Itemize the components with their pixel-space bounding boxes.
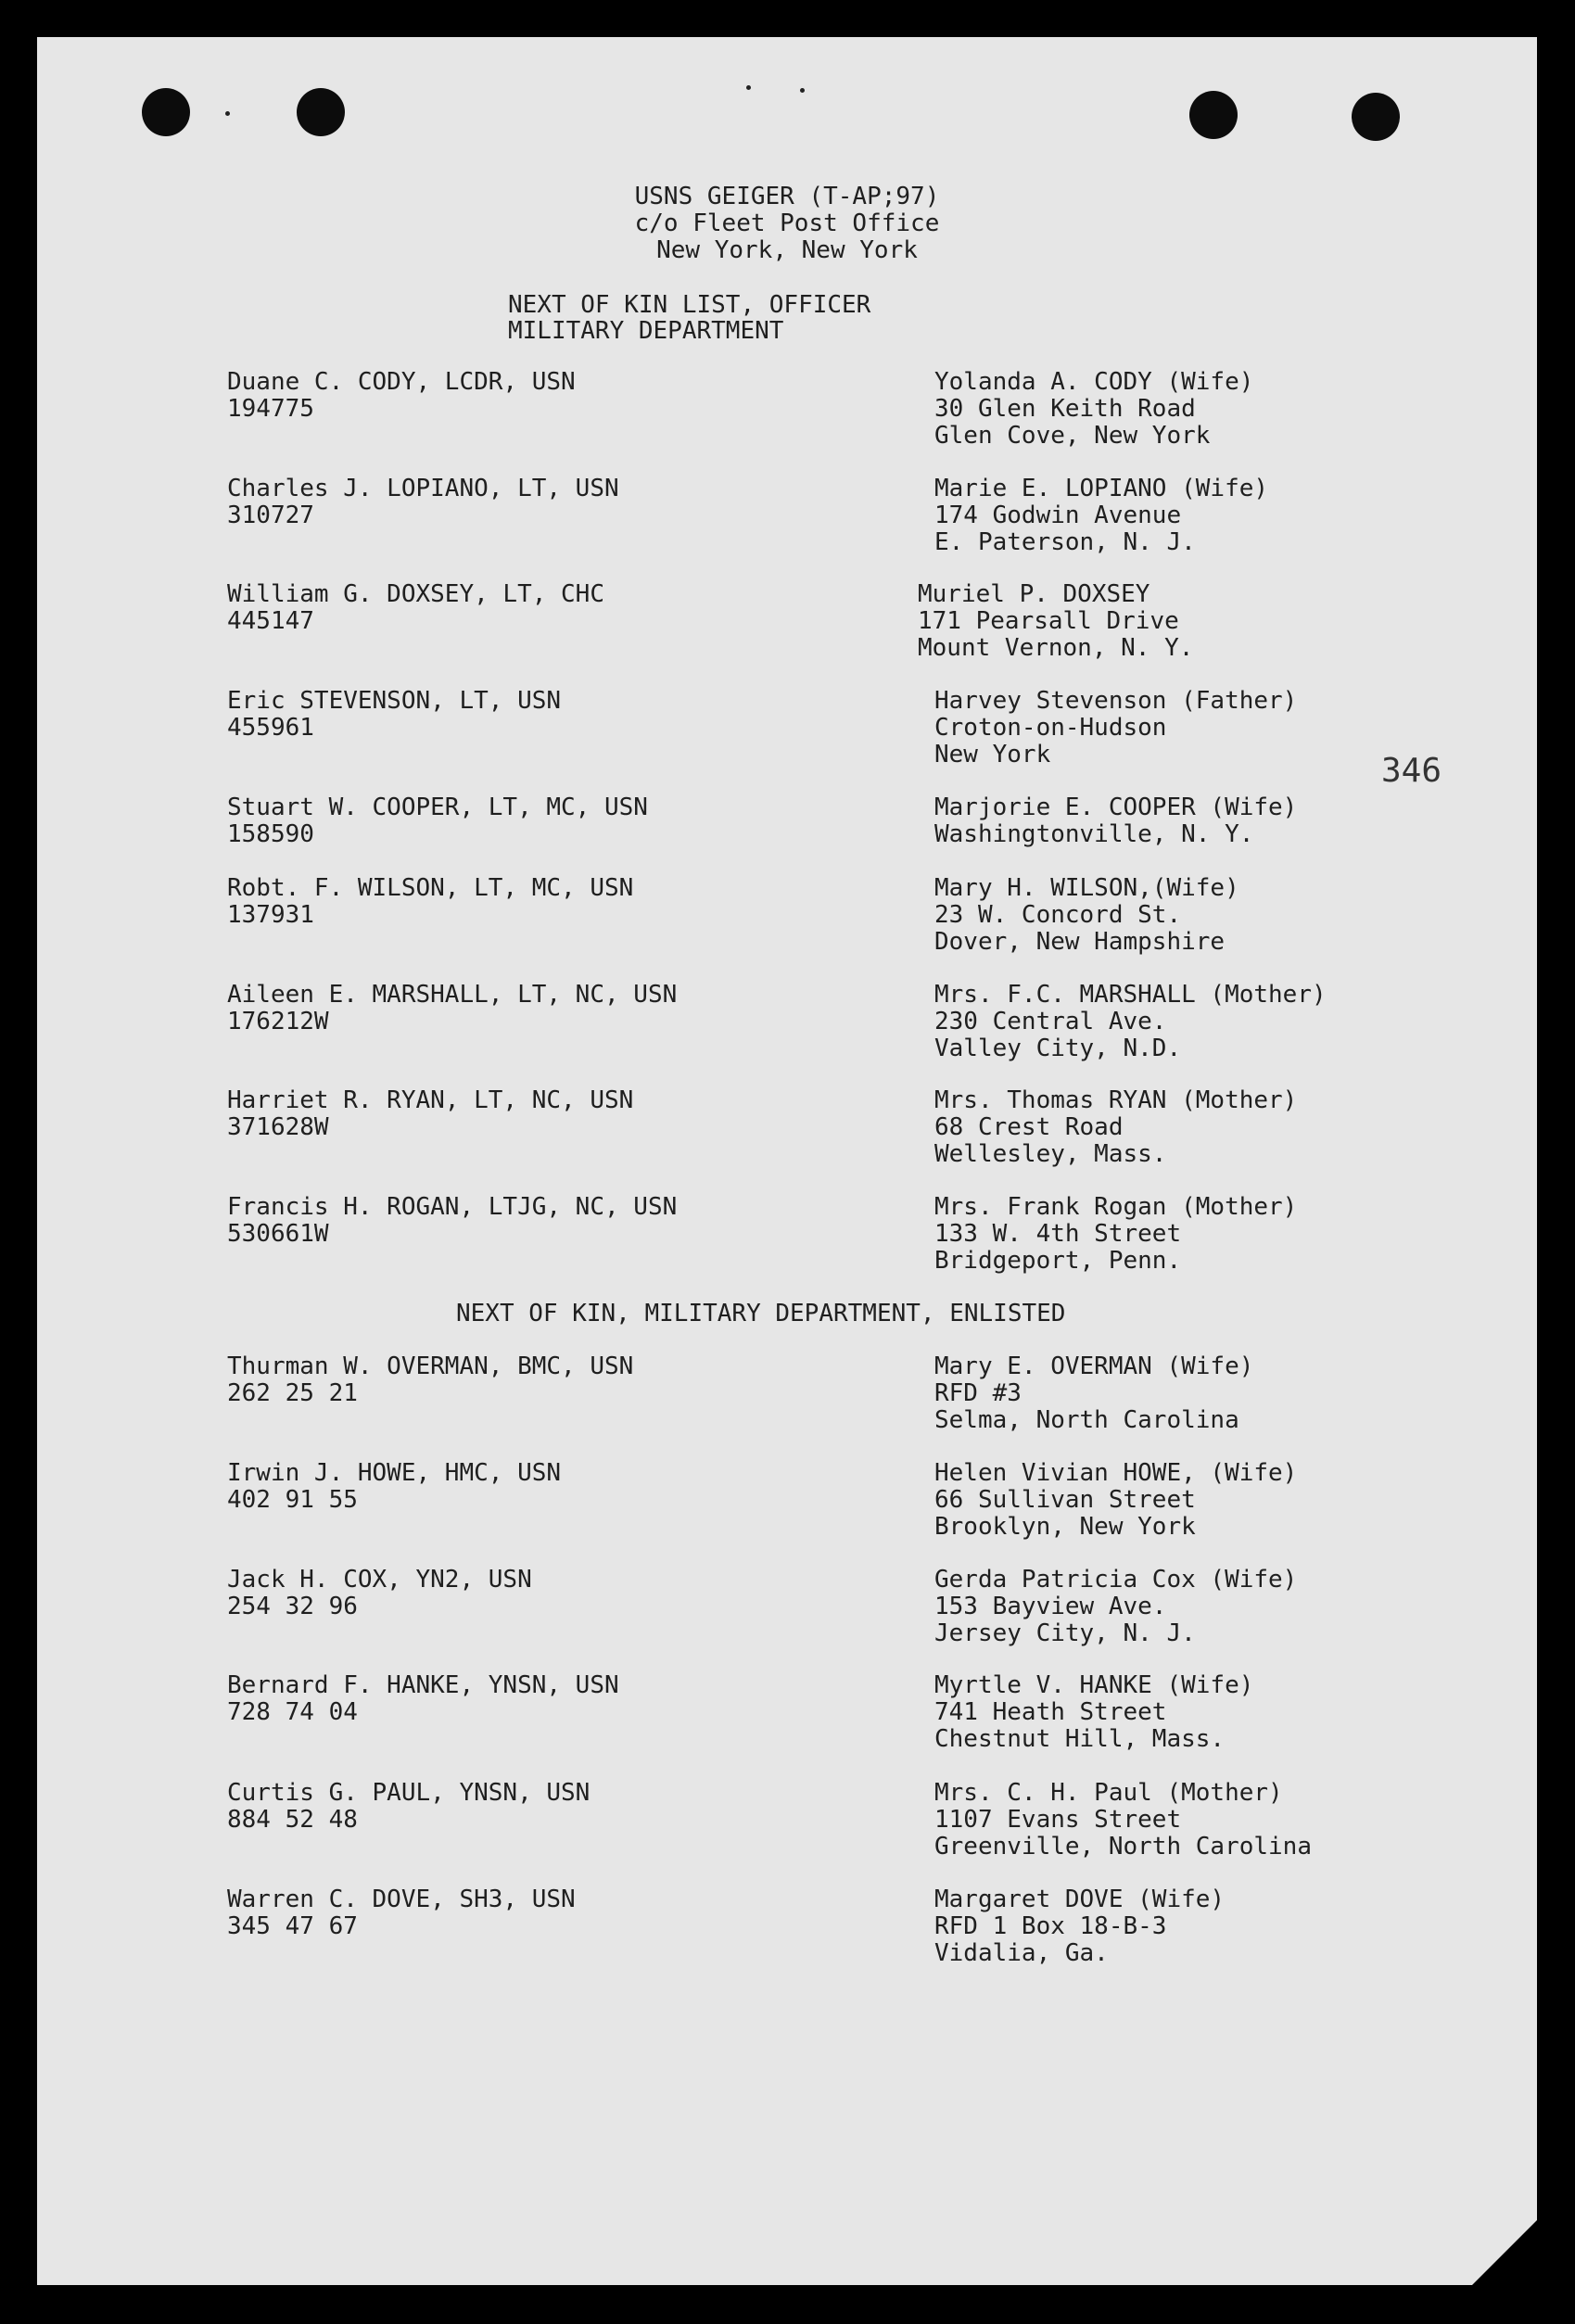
header-address-line2: New York, New York bbox=[656, 236, 918, 264]
kin-address-line: 68 Crest Road bbox=[934, 1113, 1124, 1141]
list-item bbox=[37, 1353, 1537, 1437]
member-name: Eric STEVENSON, LT, USN bbox=[227, 687, 562, 715]
next-of-kin bbox=[934, 1087, 1297, 1168]
list-item bbox=[37, 982, 1537, 1065]
service-number: 402 91 55 bbox=[227, 1486, 358, 1514]
kin-address-line: Selma, North Carolina bbox=[934, 1406, 1239, 1434]
kin-address-line: 66 Sullivan Street bbox=[934, 1486, 1196, 1514]
member-name: Robt. F. WILSON, LT, MC, USN bbox=[227, 874, 634, 902]
kin-address-line: Vidalia, Ga. bbox=[934, 1939, 1109, 1967]
next-of-kin bbox=[934, 982, 1327, 1062]
next-of-kin bbox=[934, 794, 1297, 848]
next-of-kin bbox=[934, 1353, 1253, 1434]
list-item bbox=[37, 875, 1537, 959]
list-item bbox=[37, 1087, 1537, 1171]
kin-address-line: Dover, New Hampshire bbox=[934, 928, 1226, 956]
kin-address-line: Greenville, North Carolina bbox=[934, 1833, 1312, 1860]
next-of-kin bbox=[934, 1194, 1297, 1275]
next-of-kin bbox=[934, 1780, 1312, 1860]
member-name: Curtis G. PAUL, YNSN, USN bbox=[227, 1779, 591, 1807]
kin-name: Gerda Patricia Cox (Wife) bbox=[934, 1566, 1298, 1594]
kin-address-line: Bridgeport, Penn. bbox=[934, 1247, 1182, 1275]
service-member bbox=[227, 794, 648, 848]
next-of-kin bbox=[934, 1567, 1297, 1647]
service-number: 194775 bbox=[227, 395, 314, 423]
service-number: 254 32 96 bbox=[227, 1593, 358, 1620]
service-number: 445147 bbox=[227, 607, 314, 635]
kin-name: Myrtle V. HANKE (Wife) bbox=[934, 1671, 1254, 1699]
next-of-kin bbox=[934, 688, 1297, 768]
header-address-line1: c/o Fleet Post Office bbox=[634, 210, 940, 237]
member-name: Bernard F. HANKE, YNSN, USN bbox=[227, 1671, 619, 1699]
kin-address-line: Mount Vernon, N. Y. bbox=[918, 634, 1194, 662]
ink-speck bbox=[225, 111, 230, 116]
service-number: 176212W bbox=[227, 1008, 329, 1035]
service-member bbox=[227, 688, 561, 742]
service-member bbox=[227, 476, 619, 529]
officer-section-title-1: NEXT OF KIN LIST, OFFICER bbox=[508, 291, 871, 319]
member-name: Jack H. COX, YN2, USN bbox=[227, 1566, 532, 1594]
service-member bbox=[227, 875, 633, 929]
kin-address-line: RFD 1 Box 18-B-3 bbox=[934, 1912, 1167, 1940]
service-number: 728 74 04 bbox=[227, 1698, 358, 1726]
service-number: 884 52 48 bbox=[227, 1806, 358, 1834]
list-item bbox=[37, 1194, 1537, 1277]
kin-address-line: New York bbox=[934, 741, 1051, 768]
service-member bbox=[227, 1567, 532, 1620]
kin-address-line: 171 Pearsall Drive bbox=[918, 607, 1179, 635]
next-of-kin bbox=[934, 1460, 1297, 1541]
list-item bbox=[37, 1460, 1537, 1543]
member-name: Aileen E. MARSHALL, LT, NC, USN bbox=[227, 981, 678, 1009]
kin-name: Mrs. Thomas RYAN (Mother) bbox=[934, 1086, 1298, 1114]
margin-page-number: 346 bbox=[1381, 752, 1442, 790]
kin-address-line: Wellesley, Mass. bbox=[934, 1140, 1167, 1168]
service-number: 158590 bbox=[227, 820, 314, 848]
service-number: 310727 bbox=[227, 502, 314, 529]
member-name: Duane C. CODY, LCDR, USN bbox=[227, 368, 576, 396]
punch-hole-right-1 bbox=[1189, 91, 1238, 139]
kin-name: Yolanda A. CODY (Wife) bbox=[934, 368, 1254, 396]
kin-address-line: RFD #3 bbox=[934, 1379, 1022, 1407]
kin-address-line: 174 Godwin Avenue bbox=[934, 502, 1182, 529]
service-member bbox=[227, 581, 604, 635]
service-member bbox=[227, 1460, 561, 1514]
kin-address-line: 1107 Evans Street bbox=[934, 1806, 1182, 1834]
kin-address-line: E. Paterson, N. J. bbox=[934, 528, 1196, 556]
kin-name: Mary E. OVERMAN (Wife) bbox=[934, 1352, 1254, 1380]
kin-name: Mrs. C. H. Paul (Mother) bbox=[934, 1779, 1283, 1807]
punch-hole-left-1 bbox=[142, 88, 190, 136]
list-item bbox=[37, 1780, 1537, 1863]
folded-corner bbox=[1472, 2220, 1537, 2285]
member-name: Francis H. ROGAN, LTJG, NC, USN bbox=[227, 1193, 678, 1221]
kin-address-line: 741 Heath Street bbox=[934, 1698, 1167, 1726]
kin-address-line: Brooklyn, New York bbox=[934, 1513, 1196, 1541]
enlisted-section-title: NEXT OF KIN, MILITARY DEPARTMENT, ENLISTED bbox=[456, 1300, 1066, 1327]
kin-address-line: Washingtonville, N. Y. bbox=[934, 820, 1254, 848]
kin-address-line: 153 Bayview Ave. bbox=[934, 1593, 1167, 1620]
ink-speck bbox=[746, 85, 751, 90]
kin-name: Mrs. Frank Rogan (Mother) bbox=[934, 1193, 1298, 1221]
ink-speck bbox=[800, 88, 805, 93]
list-item bbox=[37, 688, 1537, 771]
service-member bbox=[227, 1353, 633, 1407]
kin-address-line: Jersey City, N. J. bbox=[934, 1619, 1196, 1647]
service-member bbox=[227, 1672, 619, 1726]
member-name: William G. DOXSEY, LT, CHC bbox=[227, 580, 604, 608]
kin-name: Helen Vivian HOWE, (Wife) bbox=[934, 1459, 1298, 1487]
service-member bbox=[227, 1194, 677, 1248]
member-name: Thurman W. OVERMAN, BMC, USN bbox=[227, 1352, 634, 1380]
service-number: 455961 bbox=[227, 714, 314, 742]
next-of-kin bbox=[918, 581, 1193, 662]
kin-address-line: 133 W. 4th Street bbox=[934, 1220, 1182, 1248]
kin-address-line: 23 W. Concord St. bbox=[934, 901, 1182, 929]
service-number: 530661W bbox=[227, 1220, 329, 1248]
list-item bbox=[37, 369, 1537, 452]
punch-hole-left-2 bbox=[297, 88, 345, 136]
service-member bbox=[227, 982, 677, 1035]
kin-address-line: Glen Cove, New York bbox=[934, 422, 1211, 450]
kin-address-line: Chestnut Hill, Mass. bbox=[934, 1725, 1226, 1753]
list-item bbox=[37, 581, 1537, 665]
member-name: Warren C. DOVE, SH3, USN bbox=[227, 1886, 576, 1913]
service-member bbox=[227, 1780, 590, 1834]
list-item bbox=[37, 1886, 1537, 1970]
member-name: Charles J. LOPIANO, LT, USN bbox=[227, 475, 619, 502]
officer-section-title-2: MILITARY DEPARTMENT bbox=[508, 317, 784, 345]
service-number: 371628W bbox=[227, 1113, 329, 1141]
kin-name: Marjorie E. COOPER (Wife) bbox=[934, 794, 1298, 821]
next-of-kin bbox=[934, 1886, 1225, 1967]
kin-name: Harvey Stevenson (Father) bbox=[934, 687, 1298, 715]
member-name: Irwin J. HOWE, HMC, USN bbox=[227, 1459, 562, 1487]
kin-name: Mrs. F.C. MARSHALL (Mother) bbox=[934, 981, 1327, 1009]
next-of-kin bbox=[934, 476, 1268, 556]
list-item bbox=[37, 476, 1537, 559]
kin-name: Muriel P. DOXSEY bbox=[918, 580, 1150, 608]
kin-name: Marie E. LOPIANO (Wife) bbox=[934, 475, 1269, 502]
kin-address-line: Croton-on-Hudson bbox=[934, 714, 1167, 742]
service-number: 345 47 67 bbox=[227, 1912, 358, 1940]
document-page bbox=[37, 37, 1537, 2285]
service-number: 137931 bbox=[227, 901, 314, 929]
next-of-kin bbox=[934, 875, 1239, 956]
kin-address-line: 230 Central Ave. bbox=[934, 1008, 1167, 1035]
kin-address-line: Valley City, N.D. bbox=[934, 1035, 1182, 1062]
kin-name: Margaret DOVE (Wife) bbox=[934, 1886, 1226, 1913]
header-ship: USNS GEIGER (T-AP;97) bbox=[634, 183, 940, 210]
list-item bbox=[37, 1567, 1537, 1650]
next-of-kin bbox=[934, 369, 1253, 450]
service-member bbox=[227, 1886, 576, 1940]
service-member bbox=[227, 1087, 633, 1141]
kin-name: Mary H. WILSON,(Wife) bbox=[934, 874, 1239, 902]
kin-address-line: 30 Glen Keith Road bbox=[934, 395, 1196, 423]
member-name: Stuart W. COOPER, LT, MC, USN bbox=[227, 794, 648, 821]
service-number: 262 25 21 bbox=[227, 1379, 358, 1407]
list-item bbox=[37, 794, 1537, 878]
service-member bbox=[227, 369, 576, 423]
next-of-kin bbox=[934, 1672, 1253, 1753]
member-name: Harriet R. RYAN, LT, NC, USN bbox=[227, 1086, 634, 1114]
punch-hole-right-2 bbox=[1352, 93, 1400, 141]
list-item bbox=[37, 1672, 1537, 1756]
